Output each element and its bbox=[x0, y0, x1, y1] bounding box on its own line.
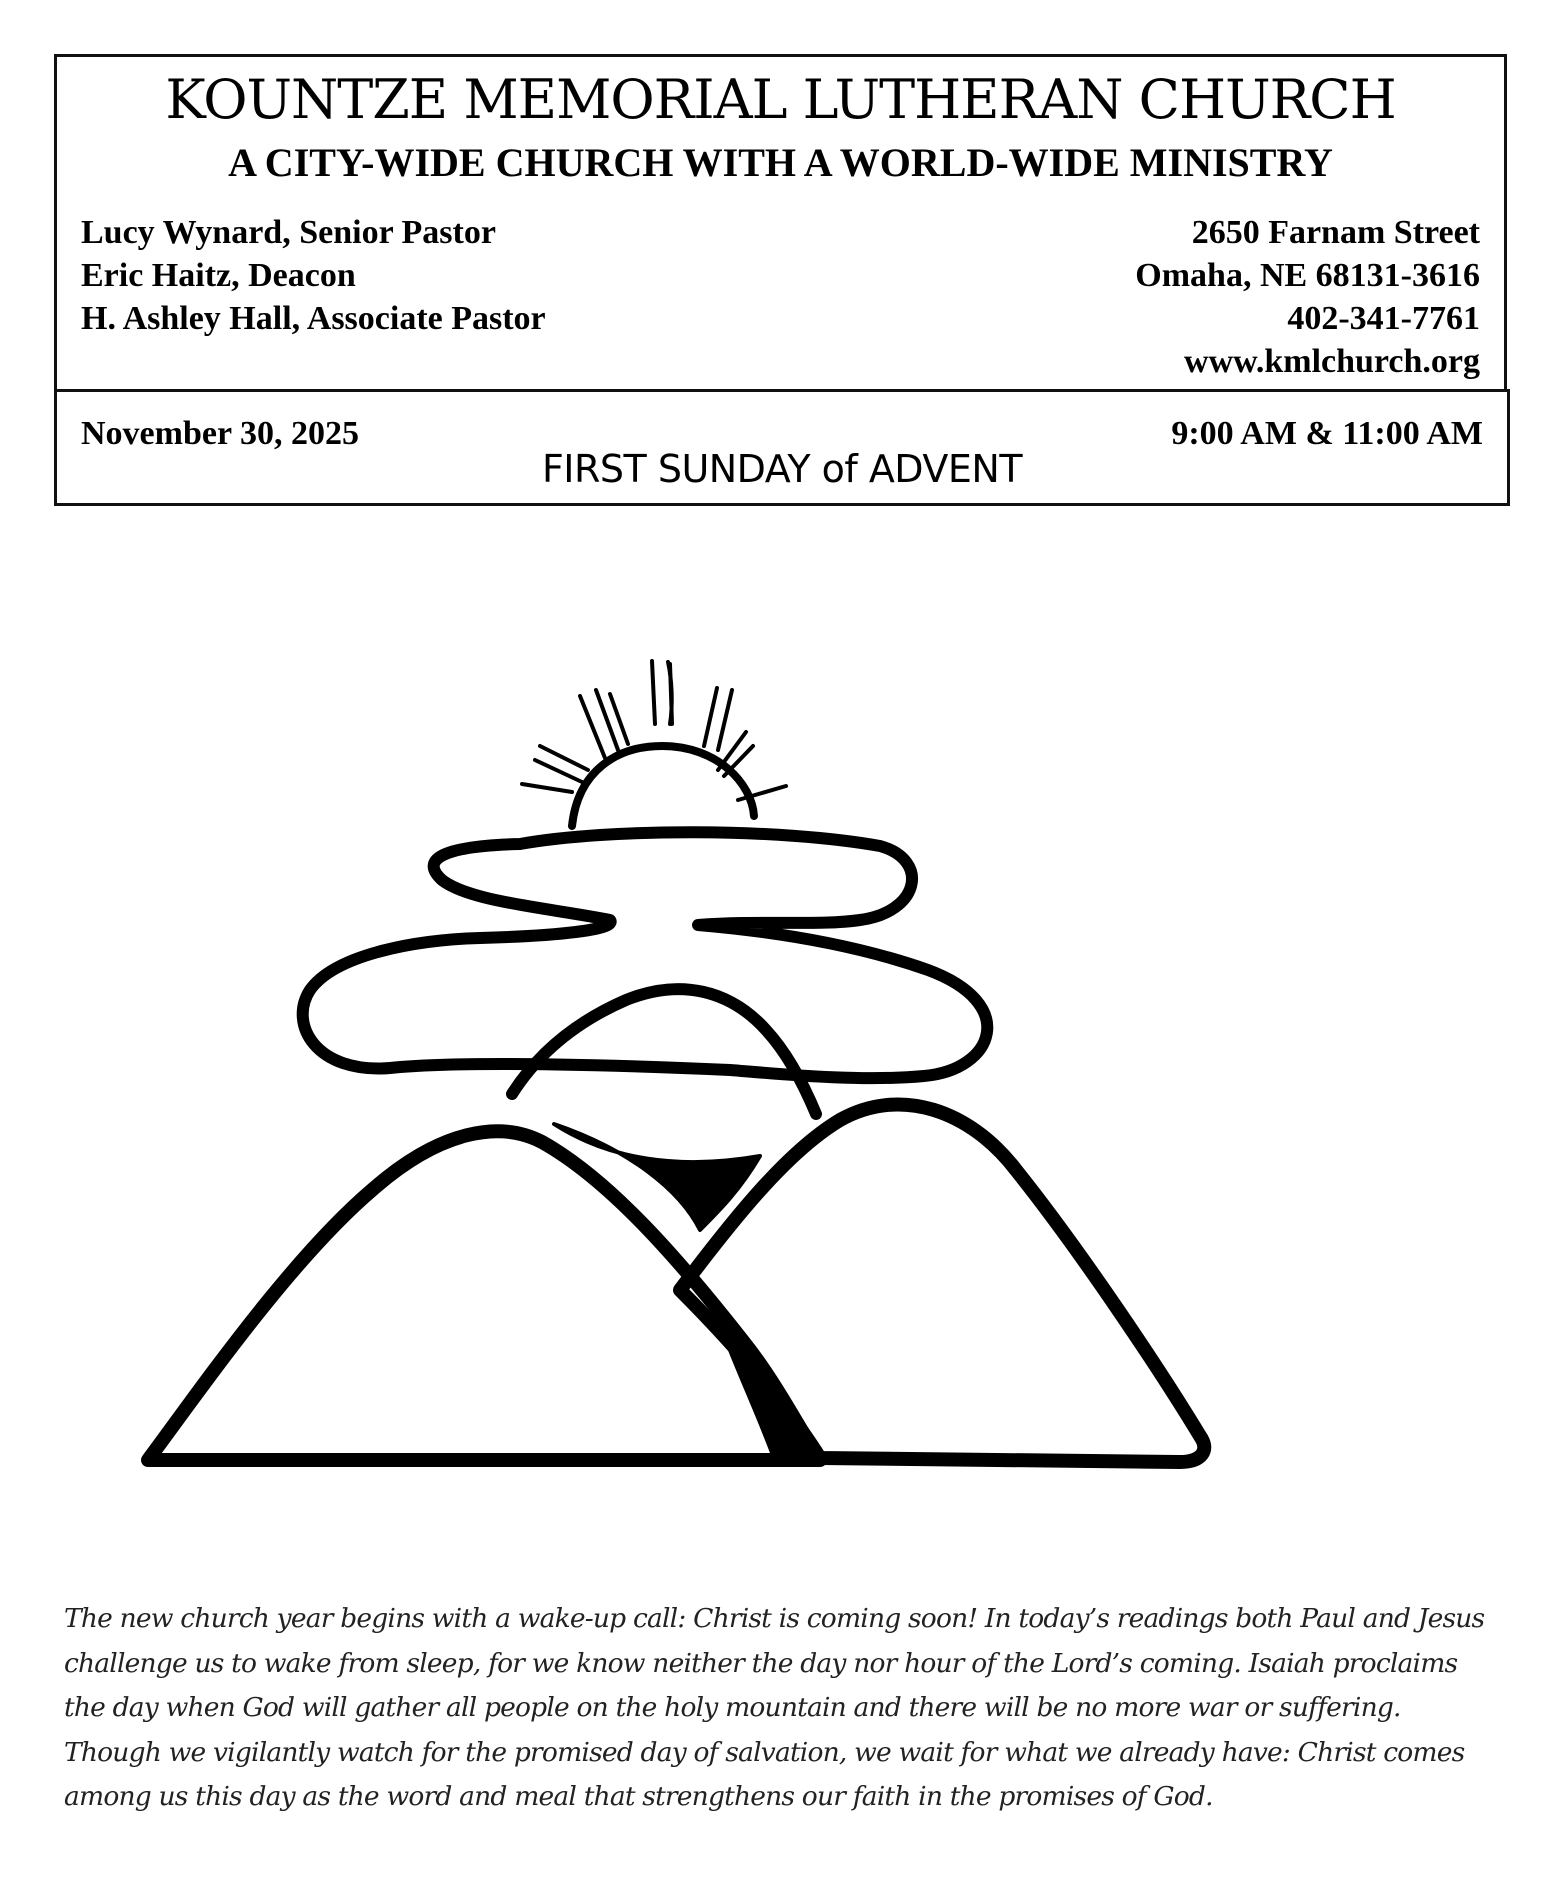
sunrise-over-hills-icon bbox=[140, 650, 1430, 1490]
church-tagline: A CITY-WIDE CHURCH WITH A WORLD-WIDE MINISTRY bbox=[228, 140, 1333, 185]
address-street: 2650 Farnam Street bbox=[1191, 214, 1480, 251]
sun-ray bbox=[668, 662, 672, 724]
church-name: KOUNTZE MEMORIAL LUTHERAN CHURCH bbox=[165, 68, 1396, 131]
address-website: www.kmlchurch.org bbox=[1184, 343, 1480, 380]
address-city: Omaha, NE 68131-3616 bbox=[1135, 257, 1480, 294]
service-date: November 30, 2025 bbox=[81, 415, 359, 452]
cloud bbox=[303, 832, 988, 1078]
liturgical-day: FIRST SUNDAY of ADVENT bbox=[541, 447, 1023, 491]
sun-ray bbox=[718, 690, 732, 750]
address-phone: 402-341-7761 bbox=[1287, 300, 1480, 337]
sun-ray bbox=[652, 661, 655, 724]
service-times: 9:00 AM & 11:00 AM bbox=[1171, 415, 1483, 452]
sun-rays bbox=[522, 661, 786, 800]
sun-ray bbox=[522, 784, 572, 792]
staff-senior-pastor: Lucy Wynard, Senior Pastor bbox=[81, 214, 496, 251]
middle-hill bbox=[512, 989, 816, 1114]
staff-deacon: Eric Haitz, Deacon bbox=[81, 257, 356, 294]
service-info bbox=[54, 389, 1510, 506]
staff-list bbox=[81, 211, 546, 340]
church-address bbox=[1135, 211, 1480, 383]
church-header bbox=[54, 54, 1507, 392]
foot-shadow bbox=[730, 1350, 816, 1458]
sun-ray bbox=[704, 688, 717, 746]
intro-paragraph: The new church year begins with a wake-up call: Christ is coming soon! In today’s readings both Paul and Jesus challenge us to wake from sleep, for we know neither the day nor hour of the Lord’s coming. Isaiah proclaims the day when God will gather all people on the holy mountain and there will be no more war or suffering. Though we vigilantly watch for the promised day of salvation, we wait for what we already have: Christ comes among us this day as the word and meal that strengthens our faith in the promises of God. bbox=[64, 1603, 1485, 1812]
staff-associate-pastor: H. Ashley Hall, Associate Pastor bbox=[81, 300, 546, 337]
